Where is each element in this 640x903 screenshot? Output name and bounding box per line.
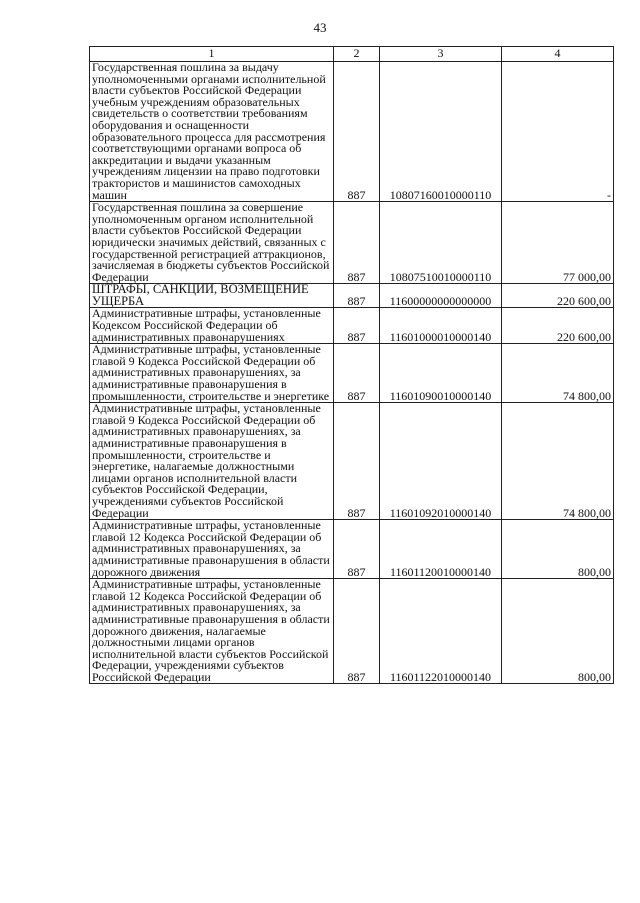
table-row (90, 403, 614, 520)
row-description: Административные штрафы, установленные главой 9 Кодекса Российской Федерации об административных правонарушениях, за административные правонарушения в промышленности, строительстве и энергетике, налагаемые должностными лицами органов исполнительной власти субъектов Российской Федерации, учреждениями субъектов Российской Федерации (90, 403, 334, 520)
table-row (90, 344, 614, 403)
row-budget-code: 11601122010000140 (380, 579, 502, 684)
row-description: Административные штрафы, установленные Кодексом Российской Федерации об административных правонарушениях (90, 308, 334, 344)
column-header: 3 (380, 47, 502, 62)
row-description: ШТРАФЫ, САНКЦИИ, ВОЗМЕЩЕНИЕ УЩЕРБА (90, 284, 334, 308)
table-row (90, 308, 614, 344)
row-amount: 800,00 (502, 579, 614, 684)
row-admin-code: 887 (334, 344, 380, 403)
row-admin-code: 887 (334, 520, 380, 579)
row-admin-code: 887 (334, 308, 380, 344)
row-description: Государственная пошлина за выдачу уполномоченными органами исполнительной власти субъектов Российской Федерации учебным учреждениям образовательных свидетельств о соответствии требованиям оборудования и оснащенности образовательного процесса для рассмотрения соответствующими органами вопроса об аккредитации и выдачи указанным учреждениям лицензии на право подготовки трактористов и машинистов самоходных машин (90, 62, 334, 202)
row-amount: 77 000,00 (502, 202, 614, 284)
row-description: Государственная пошлина за совершение уполномоченным органом исполнительной власти субъектов Российской Федерации юридически значимых действий, связанных с государственной регистрацией аттракционов, зачисляемая в бюджеты субъектов Российской Федерации (90, 202, 334, 284)
row-budget-code: 10807160010000110 (380, 62, 502, 202)
row-admin-code: 887 (334, 202, 380, 284)
row-budget-code: 11601092010000140 (380, 403, 502, 520)
table-row (90, 62, 614, 202)
row-budget-code: 11601000010000140 (380, 308, 502, 344)
row-amount: - (502, 62, 614, 202)
row-amount: 220 600,00 (502, 308, 614, 344)
column-header: 2 (334, 47, 380, 62)
page-number: 43 (313, 20, 327, 35)
table-row (90, 284, 614, 308)
table-row (90, 202, 614, 284)
row-description: Административные штрафы, установленные главой 12 Кодекса Российской Федерации об административных правонарушениях, за административные правонарушения в области дорожного движения, налагаемые должностными лицами органов исполнительной власти субъектов Российской Федерации, учреждениями субъектов Российской Федерации (90, 579, 334, 684)
row-budget-code: 10807510010000110 (380, 202, 502, 284)
row-budget-code: 11600000000000000 (380, 284, 502, 308)
row-amount: 74 800,00 (502, 403, 614, 520)
row-amount: 800,00 (502, 520, 614, 579)
row-budget-code: 11601090010000140 (380, 344, 502, 403)
column-header: 4 (502, 47, 614, 62)
row-description: Административные штрафы, установленные главой 9 Кодекса Российской Федерации об административных правонарушениях, за административные правонарушения в промышленности, строительстве и энергетике (90, 344, 334, 403)
row-description: Административные штрафы, установленные главой 12 Кодекса Российской Федерации об административных правонарушениях, за административные правонарушения в области дорожного движения (90, 520, 334, 579)
row-amount: 74 800,00 (502, 344, 614, 403)
table-row (90, 520, 614, 579)
row-budget-code: 11601120010000140 (380, 520, 502, 579)
row-admin-code: 887 (334, 284, 380, 308)
column-header: 1 (90, 47, 334, 62)
row-admin-code: 887 (334, 62, 380, 202)
budget-table (89, 46, 614, 684)
table-row (90, 579, 614, 684)
row-admin-code: 887 (334, 403, 380, 520)
row-amount: 220 600,00 (502, 284, 614, 308)
row-admin-code: 887 (334, 579, 380, 684)
